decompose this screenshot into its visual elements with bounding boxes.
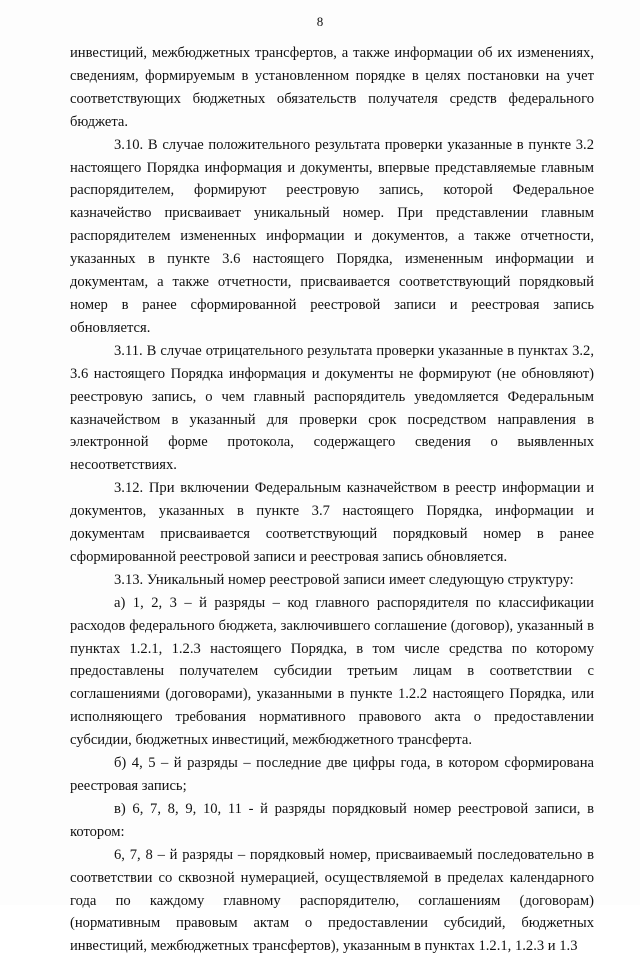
list-item-v: в) 6, 7, 8, 9, 10, 11 - й разряды порядковый номер реестровой записи, в котором: — [70, 800, 594, 840]
paragraph-3-13: 3.13. Уникальный номер реестровой записи имеет следующую структуру: — [114, 571, 574, 588]
paragraph-continuation: инвестиций, межбюджетных трансфертов, а также информации об их изменениях, сведениям, формируемым в установленном порядке в целях постановки на учет соответствующих бюджетных обязательств получателя средств федерального бюджета. — [70, 45, 594, 130]
paragraph-digits-6-8: 6, 7, 8 – й разряды – порядковый номер, присваиваемый последовательно в соответствии со сквозной нумерацией, осуществляемой в пределах календарного года по каждому главному распорядителю, соглашениям (договорам) (нормативным правовым актам о предоставлении субсидий, бюджетных инвестиций, межбюджетных трансфертов), указанным в пунктах 1.2.1, 1.2.3 и 1.3 — [70, 846, 594, 955]
page-number: 8 — [316, 14, 324, 29]
document-body — [70, 42, 594, 958]
paragraph-3-10: 3.10. В случае положительного результата проверки указанные в пункте 3.2 настоящего Порядка информация и документы, впервые представляемые главным распорядителем, формируют реестровую запись, которой Федеральное казначейство присваивает уникальный номер. При представлении главным распорядителем измененных информации и документов, а также отчетности, указанных в пункте 3.6 настоящего Порядка, измененным информации и документам, а также отчетности, присваивается соответствующий порядковый номер в ранее сформированной реестровой записи и реестровая запись обновляется. — [70, 136, 594, 336]
paragraph-3-11: 3.11. В случае отрицательного результата проверки указанные в пунктах 3.2, 3.6 настоящего Порядка информация и документы не формируют (не обновляют) реестровую запись, о чем главный распорядитель уведомляется Федеральным казначейством в указанный для проверки срок посредством направления в электронной форме протокола, содержащего сведения о выявленных несоответствиях. — [70, 342, 594, 474]
paragraph-3-12: 3.12. При включении Федеральным казначейством в реестр информации и документов, указанных в пункте 3.7 настоящего Порядка, информации и документам присваивается соответствующий порядковый номер в ранее сформированной реестровой записи и реестровая запись обновляется. — [70, 480, 594, 565]
list-item-a: а) 1, 2, 3 – й разряды – код главного распорядителя по классификации расходов федерального бюджета, заключившего соглашение (договор), указанный в пунктах 1.2.1, 1.2.3 настоящего Порядка, в том числе средства по которому предоставлены получателем субсидии третьим лицам в соответствии с соглашениями (договорами), указанными в пункте 1.2.2 настоящего Порядка, или исполняющего требования нормативного правового акта о предоставлении субсидии, бюджетных инвестиций, межбюджетного трансферта. — [70, 594, 594, 749]
list-item-b: б) 4, 5 – й разряды – последние две цифры года, в котором сформирована реестровая запись; — [70, 755, 594, 794]
